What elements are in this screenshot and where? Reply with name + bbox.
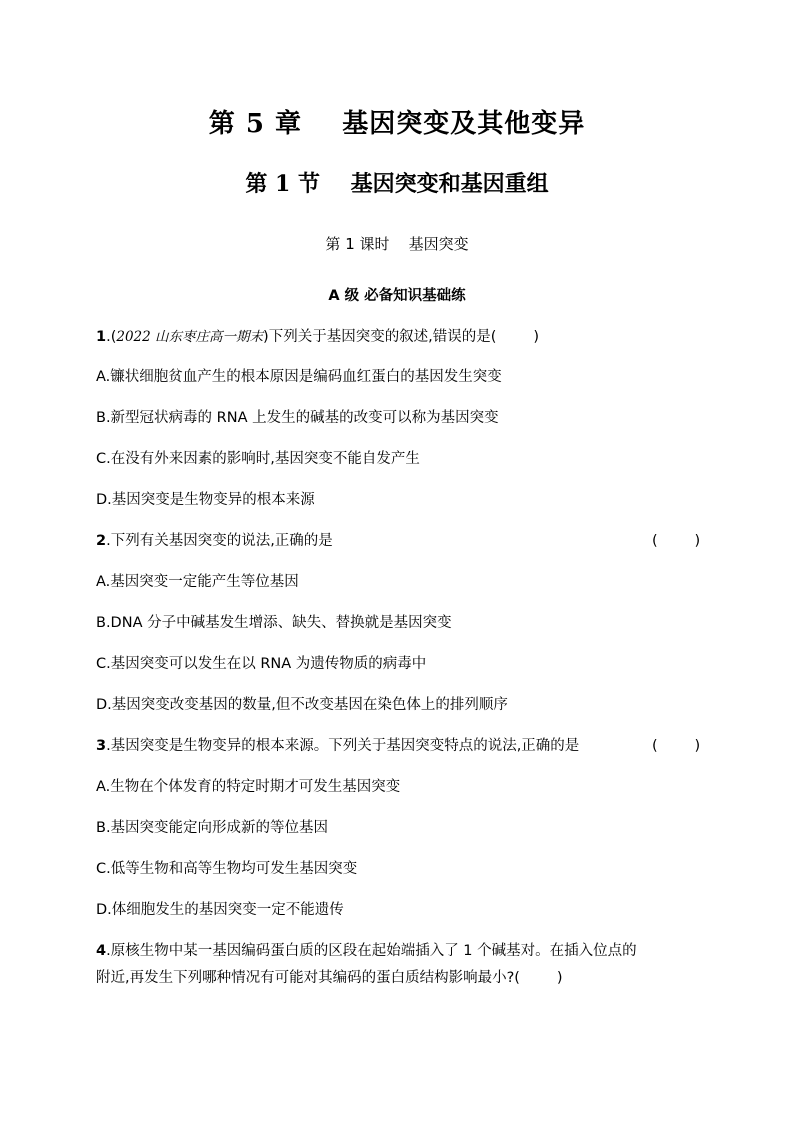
option-a: A.基因突变一定能产生等位基因 (96, 574, 299, 590)
answer-blank: ( ) (652, 738, 701, 754)
option-d: D.基因突变改变基因的数量,但不改变基因在染色体上的排列顺序 (96, 697, 508, 713)
option-a: A.镰状细胞贫血产生的根本原因是编码血红蛋白的基因发生突变 (96, 369, 502, 385)
option-b: B.DNA 分子中碱基发生增添、缺失、替换就是基因突变 (96, 615, 452, 631)
section-title: 第 1 节 基因突变和基因重组 (245, 171, 549, 197)
option-b: B.新型冠状病毒的 RNA 上发生的碱基的改变可以称为基因突变 (96, 410, 499, 426)
question-number: 2 (96, 533, 107, 549)
lesson-title: 第 1 课时 基因突变 (325, 235, 469, 253)
question-4-stem: 4.原核生物中某一基因编码蛋白质的区段在起始端插入了 1 个碱基对。在插入位点的 (96, 943, 637, 959)
question-number: 4 (96, 943, 107, 959)
option-c: C.基因突变可以发生在以 RNA 为遗传物质的病毒中 (96, 656, 427, 672)
question-source: 2022 山东枣庄高一期末 (116, 329, 264, 345)
question-4-stem-line-2: 附近,再发生下列哪种情况有可能对其编码的蛋白质结构影响最小?( ) (96, 970, 563, 986)
option-c: C.在没有外来因素的影响时,基因突变不能自发产生 (96, 451, 420, 467)
chapter-title: 第 5 章 基因突变及其他变异 (208, 109, 586, 139)
option-d: D.体细胞发生的基因突变一定不能遗传 (96, 902, 344, 918)
question-number: 3 (96, 738, 107, 754)
question-number: 1 (96, 329, 107, 345)
question-3-stem: 3.基因突变是生物变异的根本来源。下列关于基因突变特点的说法,正确的是 (96, 738, 580, 754)
option-d: D.基因突变是生物变异的根本来源 (96, 492, 315, 508)
level-heading: A 级 必备知识基础练 (328, 288, 466, 304)
option-a: A.生物在个体发育的特定时期才可发生基因突变 (96, 779, 401, 795)
question-2-stem: 2.下列有关基因突变的说法,正确的是 (96, 533, 333, 549)
option-c: C.低等生物和高等生物均可发生基因突变 (96, 861, 358, 877)
option-b: B.基因突变能定向形成新的等位基因 (96, 820, 329, 836)
question-1-stem: 1.(2022 山东枣庄高一期末)下列关于基因突变的叙述,错误的是( ) (96, 329, 539, 345)
answer-blank: ( ) (652, 533, 701, 549)
